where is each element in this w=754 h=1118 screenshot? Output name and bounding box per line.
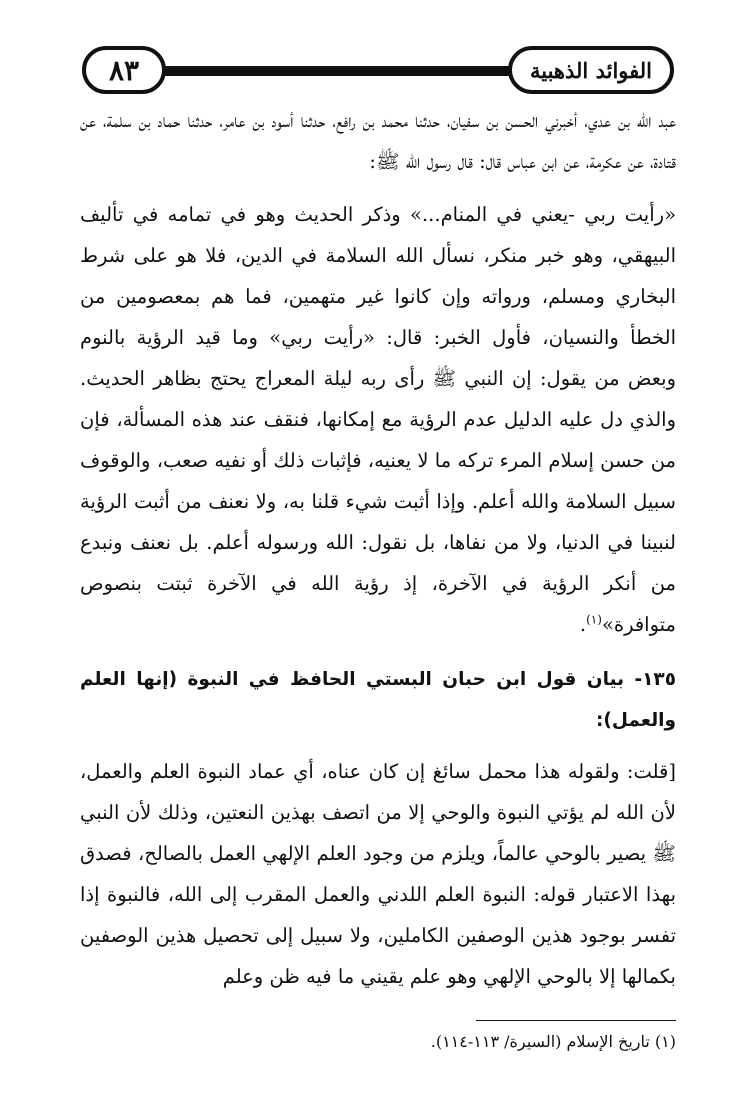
- paragraph-text: «رأيت ربي -يعني في المنام...» وذكر الحديث وهو في تمامه في تأليف البيهقي، وهو خبر منكر، نسأل الله السلامة في الدين، فلا هو على شرط البخاري ومسلم، ورواته وإن كانوا غير متهمين، فما هم بمعصومين من الخطأ والنسيان، فأول الخبر: قال: «رأيت ربي» وما قيد الرؤية بالنوم وبعض من يقول: إن النبي ﷺ رأى ربه ليلة المعراج يحتج بظاهر الحديث. والذي دل عليه الدليل عدم الرؤية مع إمكانها، فنقف عند هذه المسألة، فإن من حسن إسلام المرء تركه ما لا يعنيه، فإثبات ذلك أو نفيه صعب، والوقوف سبيل السلامة والله أعلم. وإذا أثبت شيء قلنا به، ولا نعنف من أثبت الرؤية لنبينا في الدنيا، ولا من نفاها، بل نقول: الله ورسوله أعلم. بل نعنف ونبدع من أنكر الرؤية في الآخرة، إذ رؤية الله في الآخرة ثبتت بنصوص متوافرة»: [80, 203, 676, 636]
- footnote-separator: [476, 1020, 676, 1021]
- page-number: ٨٣: [82, 46, 166, 94]
- paragraph-end: .: [579, 613, 587, 636]
- footnote: (١) تاريخ الإسلام (السيرة/ ١١٣-١١٤).: [430, 1032, 676, 1051]
- book-title: الفوائد الذهبية: [508, 46, 674, 94]
- paragraph-hadith-commentary: [80, 194, 676, 645]
- paragraph-comment: [قلت: ولقوله هذا محمل سائغ إن كان عناه، أي عماد النبوة العلم والعمل، لأن الله لم يؤتي النبوة والوحي إلا من اتصف بهذين النعتين، وذلك لأن النبي ﷺ يصير بالوحي عالماً، ويلزم من وجود العلم الإلهي العمل بالصالح، فصدق بهذا الاعتبار قوله: النبوة العلم اللدني والعمل المقرب إلى الله، فالنبوة إذا تفسر بوجود هذين الوصفين الكاملين، ولا سبيل إلى تحصيل هذين الوصفين بكمالها إلا بالوحي الإلهي وهو علم يقيني ما فيه ظن وعلم: [80, 760, 676, 988]
- page-body: [80, 100, 676, 997]
- paragraph-isnad: عبد الله بن عدي، أخبرني الحسن بن سفيان، حدثنا محمد بن رافع، حدثنا أسود بن عامر، حدثنا حماد بن سلمة، عن قتادة، عن عكرمة، عن ابن عباس قال: قال رسول الله ﷺ:: [80, 109, 676, 173]
- section-heading: ١٣٥- بيان قول ابن حبان البستي الحافظ في النبوة (إنها العلم والعمل):: [80, 669, 676, 731]
- footnote-reference: (١): [586, 612, 602, 627]
- page-header: [0, 0, 754, 110]
